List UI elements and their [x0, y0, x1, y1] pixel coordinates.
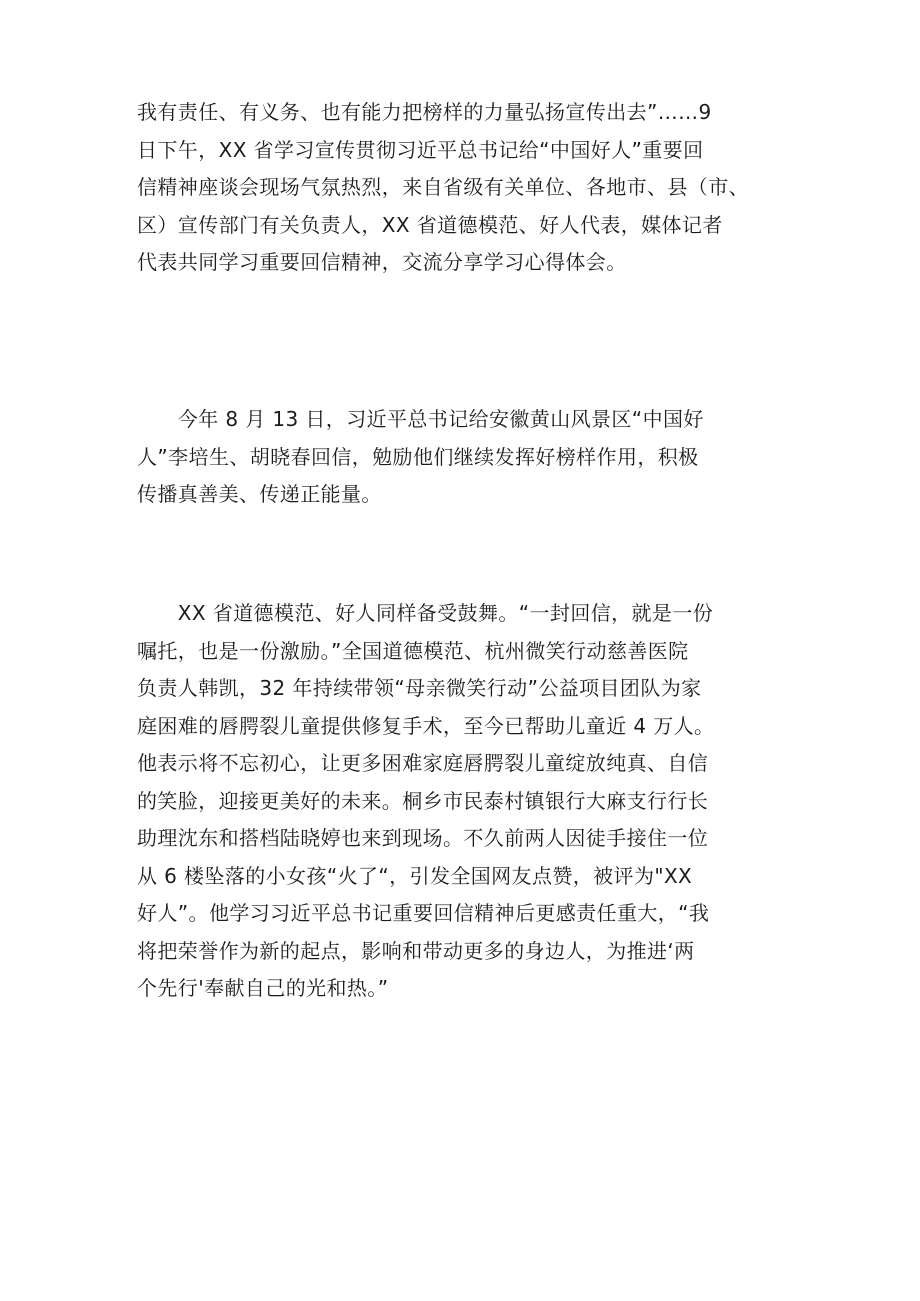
text-line: 嘱托，也是一份激励。”全国道德模范、杭州微笑行动慈善医院 [137, 638, 689, 663]
text-line: 从 6 楼坠落的小女孩“火了“，引发全国网友点赞，被评为"XX [137, 863, 693, 888]
text-line: 个先行'奉献自己的光和热。” [137, 976, 389, 1000]
text-line: 传播真善美、传递正能量。 [137, 482, 382, 506]
paragraph-2 [137, 401, 797, 514]
text-line: 信精神座谈会现场气氛热烈，来自省级有关单位、各地市、县（市、 [137, 175, 749, 199]
text-line: 日下午，XX 省学习宣传贯彻习近平总书记给“中国好人”重要回 [137, 137, 704, 162]
text-line: 将把荣誉作为新的起点，影响和带动更多的身边人，为推进‘两 [137, 938, 695, 963]
text-line: 负责人韩凯，32 年持续带领“母亲微笑行动”公益项目团队为家 [137, 676, 702, 700]
paragraph-1 [137, 94, 797, 282]
text-line: 区）宣传部门有关负责人，XX 省道德模范、好人代表，媒体记者 [137, 212, 723, 237]
text-line: 人”李培生、胡晓春回信，勉励他们继续发挥好榜样作用，积极 [137, 444, 699, 469]
text-line: 今年 8 月 13 日，习近平总书记给安徽黄山风景区“中国好 [137, 407, 704, 431]
text-line: 代表共同学习重要回信精神，交流分享学习心得体会。 [137, 250, 627, 274]
text-line: 庭困难的唇腭裂儿童提供修复手术，至今已帮助儿童近 4 万人。 [137, 713, 715, 738]
text-line: 好人”。他学习习近平总书记重要回信精神后更感责任重大，“我 [137, 901, 710, 925]
text-line: 我有责任、有义务、也有能力把榜样的力量弘扬宣传出去”……9 [137, 100, 712, 124]
text-line: 他表示将不忘初心，让更多困难家庭唇腭裂儿童绽放纯真、自信 [137, 751, 709, 775]
text-line: 助理沈东和搭档陆晓婷也来到现场。不久前两人因徒手接住一位 [137, 826, 709, 850]
text-line: 的笑脸，迎接更美好的未来。桐乡市民泰村镇银行大麻支行行长 [137, 788, 709, 813]
text-line: XX 省道德模范、好人同样备受鼓舞。“一封回信，就是一份 [137, 601, 714, 625]
paragraph-3 [137, 595, 797, 1008]
